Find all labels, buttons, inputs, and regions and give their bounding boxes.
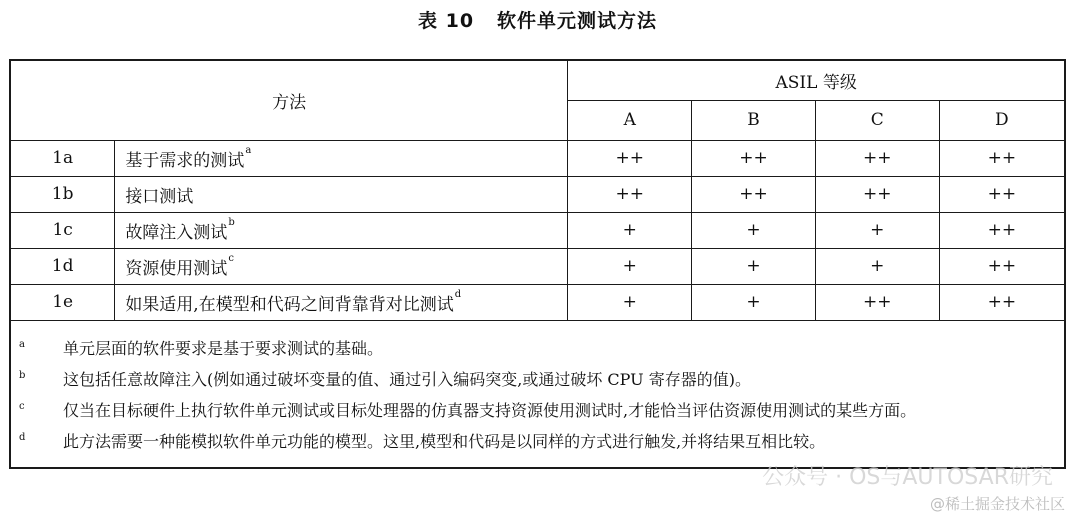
table-title: 表 10 软件单元测试方法 [418,10,657,32]
rating-d: ++ [939,176,1065,212]
row-id: 1b [10,176,115,212]
footnote-a [19,333,1050,364]
rating-a: ++ [568,140,692,176]
row-method-text: 如果适用,在模型和代码之间背靠背对比测试 [125,294,454,315]
asil-level-c: C [815,100,939,140]
footnotes [10,320,1065,468]
rating-b: ++ [692,140,816,176]
table-row [10,140,1065,176]
rating-b: + [692,212,816,248]
footnote-mark: b [19,369,26,381]
row-method [115,176,568,212]
table-row [10,212,1065,248]
footnote-mark: d [19,431,26,443]
asil-level-d: D [939,100,1065,140]
asil-level-b: B [692,100,816,140]
asil-header: ASIL 等级 [568,60,1065,100]
rating-d: ++ [939,140,1065,176]
watermark-sub: @稀土掘金技术社区 [929,495,1065,513]
footnote-ref: d [454,288,462,300]
rating-c: ++ [815,284,939,320]
footnote-text: 单元层面的软件要求是基于要求测试的基础。 [63,338,384,358]
row-method [115,284,568,320]
footnote-text: 仅当在目标硬件上执行软件单元测试或目标处理器的仿真器支持资源使用测试时,才能恰当评估资源使用测试的某些方面。 [63,400,917,420]
rating-a: ++ [568,176,692,212]
rating-b: + [692,284,816,320]
rating-a: + [568,248,692,284]
table-row [10,176,1065,212]
asil-level-a: A [568,100,692,140]
rating-d: ++ [939,284,1065,320]
rating-b: ++ [692,176,816,212]
rating-c: + [815,248,939,284]
rating-c: ++ [815,176,939,212]
row-method [115,212,568,248]
table-row [10,248,1065,284]
rating-c: + [815,212,939,248]
row-id: 1e [10,284,115,320]
footnote-mark: c [19,400,25,412]
footnote-b [19,364,1050,395]
footnote-d [19,426,1050,457]
test-methods-table [9,59,1066,469]
rating-a: + [568,212,692,248]
row-method [115,140,568,176]
rating-c: ++ [815,140,939,176]
rating-b: + [692,248,816,284]
row-id: 1a [10,140,115,176]
rating-d: ++ [939,248,1065,284]
footnote-mark: a [19,338,25,350]
row-method [115,248,568,284]
method-header: 方法 [10,60,568,140]
row-method-text: 基于需求的测试 [125,150,245,171]
table-row [10,284,1065,320]
rating-d: ++ [939,212,1065,248]
footnote-ref: c [228,252,234,264]
rating-a: + [568,284,692,320]
row-method-text: 故障注入测试 [125,222,228,243]
row-id: 1d [10,248,115,284]
footnote-c [19,395,1050,426]
footnote-ref: b [228,216,235,228]
watermark: 公众号 · OS与AUTOSAR研究 [762,465,1053,490]
row-method-text: 接口测试 [125,186,194,207]
row-method-text: 资源使用测试 [125,258,228,279]
footnote-text: 此方法需要一种能模拟软件单元功能的模型。这里,模型和代码是以同样的方式进行触发,并将结果互相比较。 [63,431,826,451]
footnote-ref: a [245,144,252,156]
footnote-text: 这包括任意故障注入(例如通过破坏变量的值、通过引入编码突变,或通过破坏 CPU 寄存器的值)。 [63,369,751,389]
row-id: 1c [10,212,115,248]
